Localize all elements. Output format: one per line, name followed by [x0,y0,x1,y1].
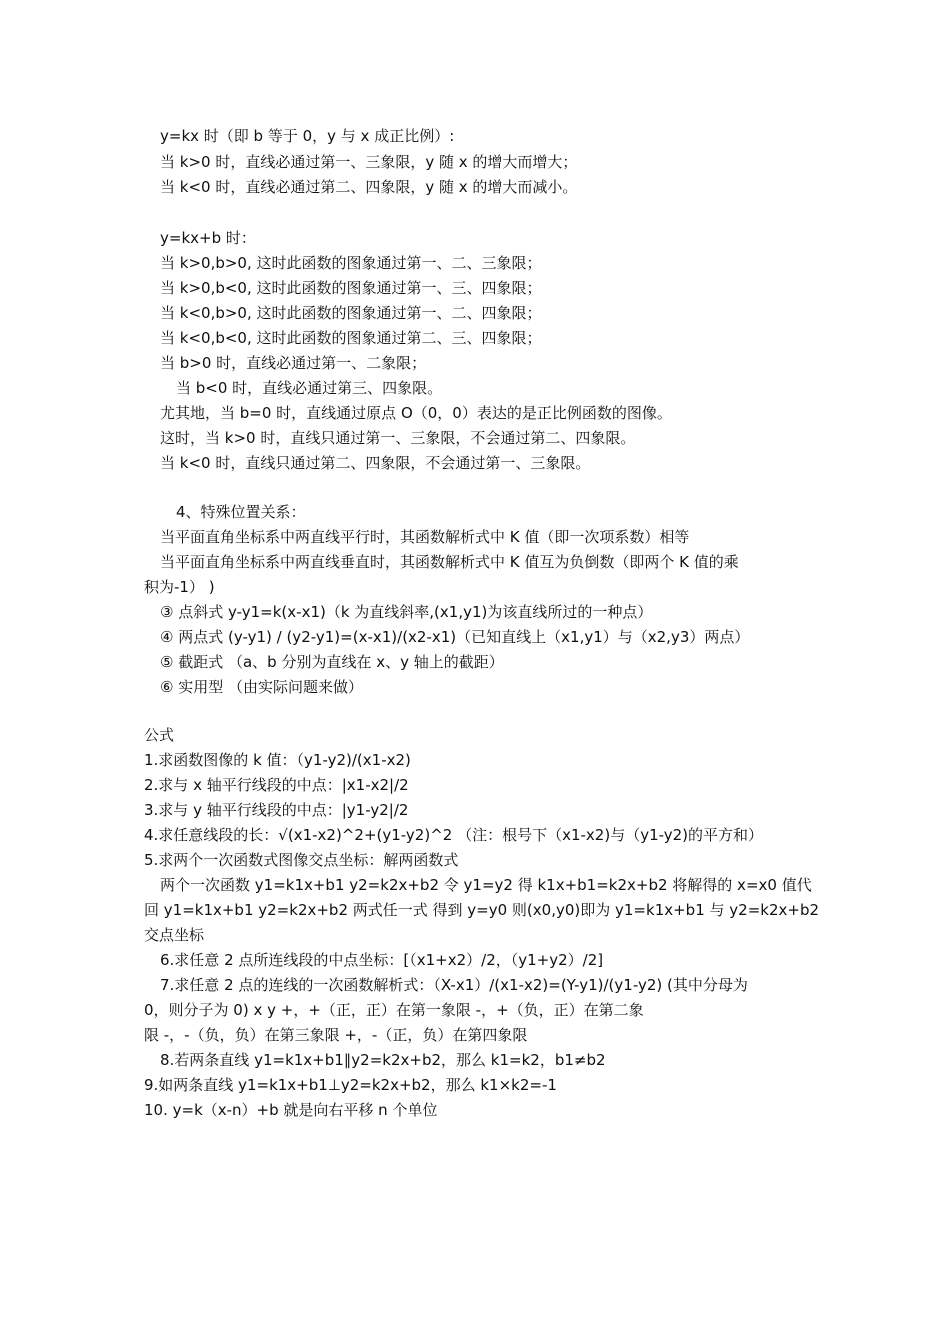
text-line: 交点坐标 [144,926,205,944]
text-line: 3.求与 y 轴平行线段的中点：|y1-y2|/2 [144,801,409,819]
section-kxb-heading: y=kx+b 时： [160,229,256,247]
text-line: ③ 点斜式 y-y1=k(x-x1)（k 为直线斜率,(x1,y1)为该直线所过的一种点） [160,603,653,621]
text-line: ⑥ 实用型 （由实际问题来做） [160,678,363,696]
text-line: 尤其地，当 b=0 时，直线通过原点 O（0，0）表达的是正比例函数的图像。 [160,404,672,422]
text-line: 6.求任意 2 点所连线段的中点坐标：[（x1+x2）/2，（y1+y2）/2] [160,951,604,969]
text-line: 当 k<0,b>0, 这时此函数的图象通过第一、二、四象限； [160,304,542,322]
section-formulas-heading: 公式 [144,726,175,744]
text-line: 当 k<0 时，直线必通过第二、四象限，y 随 x 的增大而减小。 [160,178,578,196]
text-line: 这时，当 k>0 时，直线只通过第一、三象限，不会通过第二、四象限。 [160,429,636,447]
text-line: 2.求与 x 轴平行线段的中点：|x1-x2|/2 [144,776,409,794]
text-line: 8.若两条直线 y1=k1x+b1∥y2=k2x+b2，那么 k1=k2，b1≠b2 [160,1051,606,1069]
text-line: 当 k<0 时，直线只通过第二、四象限，不会通过第一、三象限。 [160,454,591,472]
text-line: 两个一次函数 y1=k1x+b1 y2=k2x+b2 令 y1=y2 得 k1x+b1=k2x+b2 将解得的 x=x0 值代 [160,876,812,894]
text-line: 回 y1=k1x+b1 y2=k2x+b2 两式任一式 得到 y=y0 则(x0,y0)即为 y1=k1x+b1 与 y2=k2x+b2 [144,901,820,919]
text-line: 当 b<0 时，直线必通过第三、四象限。 [176,379,443,397]
text-line: 9.如两条直线 y1=k1x+b1⊥y2=k2x+b2，那么 k1×k2=-1 [144,1076,557,1094]
text-line: 10. y=k（x-n）+b 就是向右平移 n 个单位 [144,1101,438,1119]
text-line: 0，则分子为 0) x y +，+（正，正）在第一象限 -，+（负，正）在第二象 [144,1001,644,1019]
section-kx-heading: y=kx 时（即 b 等于 0，y 与 x 成正比例）: [160,127,455,145]
text-line: 当 k>0,b<0, 这时此函数的图象通过第一、三、四象限； [160,279,542,297]
section-special-heading: 4、特殊位置关系： [176,503,306,521]
text-line: 1.求函数图像的 k 值：（y1-y2)/(x1-x2) [144,751,411,769]
text-line: 当 b>0 时，直线必通过第一、二象限； [160,354,427,372]
text-line: 5.求两个一次函数式图像交点坐标：解两函数式 [144,851,459,869]
text-line: 当平面直角坐标系中两直线垂直时，其函数解析式中 K 值互为负倒数（即两个 K 值的乘 [160,553,739,571]
text-line: 限 -，-（负，负）在第三象限 +，-（正，负）在第四象限 [144,1026,528,1044]
text-line: 4.求任意线段的长：√(x1-x2)^2+(y1-y2)^2 （注：根号下（x1-x2)与（y1-y2)的平方和） [144,826,764,844]
text-line: 积为-1） ) [144,578,215,596]
text-line: 当 k>0,b>0, 这时此函数的图象通过第一、二、三象限； [160,254,542,272]
text-line: 7.求任意 2 点的连线的一次函数解析式：（X-x1）/(x1-x2)=(Y-y1)/(y1-y2) (其中分母为 [160,976,748,994]
text-line: 当 k<0,b<0, 这时此函数的图象通过第二、三、四象限； [160,329,542,347]
text-line: ④ 两点式 (y-y1) / (y2-y1)=(x-x1)/(x2-x1)（已知直线上（x1,y1）与（x2,y3）两点） [160,628,750,646]
text-line: ⑤ 截距式 （a、b 分别为直线在 x、y 轴上的截距） [160,653,504,671]
text-line: 当平面直角坐标系中两直线平行时，其函数解析式中 K 值（即一次项系数）相等 [160,528,690,546]
text-line: 当 k>0 时，直线必通过第一、三象限，y 随 x 的增大而增大； [160,153,578,171]
